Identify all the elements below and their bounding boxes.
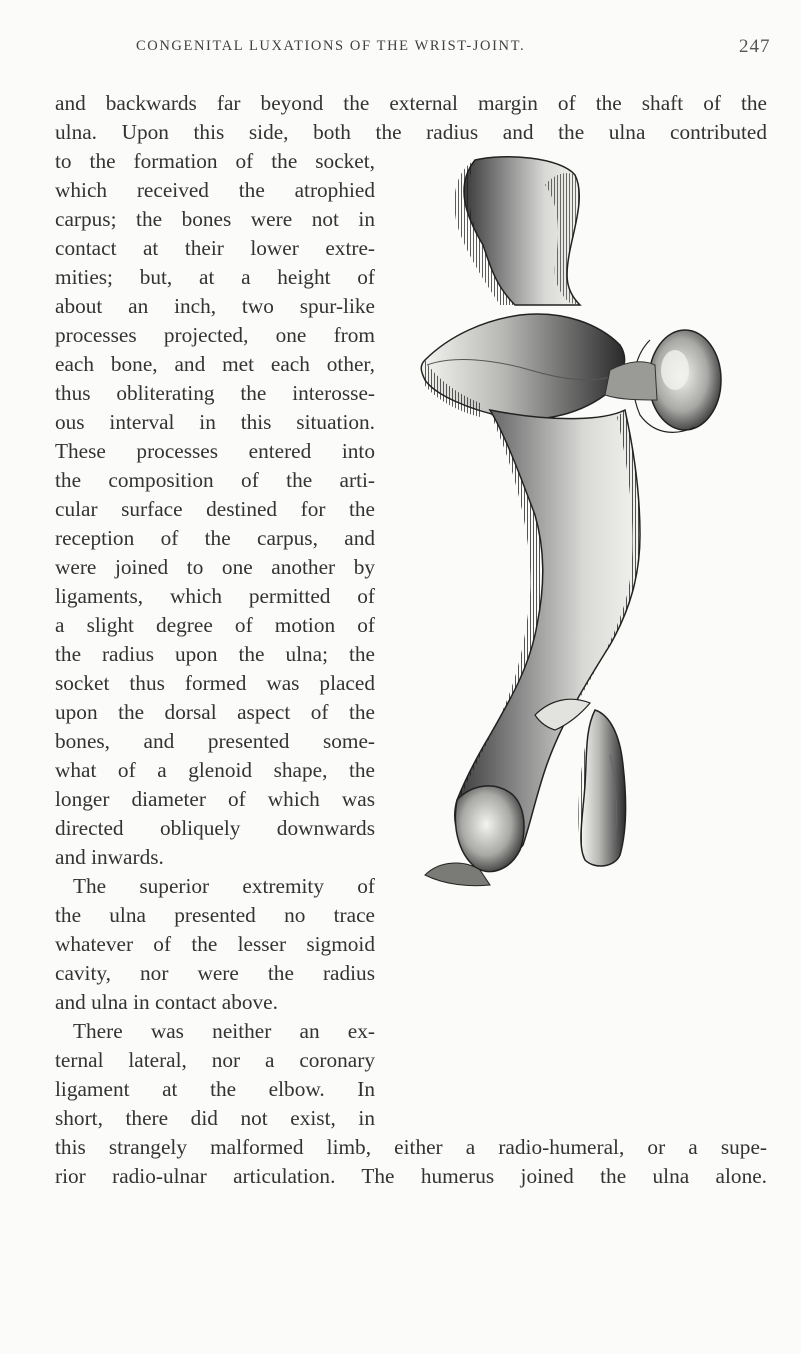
text-line: the ulna presented no trace: [55, 903, 375, 927]
text-line: and inwards.: [55, 845, 164, 869]
text-line: longer diameter of which was: [55, 787, 375, 811]
text-line: bones, and presented some-: [55, 729, 375, 753]
text-line: directed obliquely downwards: [55, 816, 375, 840]
page-header: [0, 36, 801, 66]
bone-engraving: [395, 155, 725, 900]
text-line: rior radio-ulnar articulation. The humerus joined the ulna alone.: [55, 1164, 767, 1188]
text-line: reception of the carpus, and: [55, 526, 375, 550]
text-line: about an inch, two spur-like: [55, 294, 375, 318]
humerus-distal: [454, 157, 580, 305]
text-line: ligament at the elbow. In: [55, 1077, 375, 1101]
text-line: and backwards far beyond the external margin of the shaft of the: [55, 91, 767, 115]
text-line: There was neither an ex-: [73, 1019, 375, 1043]
text-line: ulna. Upon this side, both the radius and the ulna contributed: [55, 120, 767, 144]
elbow-joint: [421, 314, 721, 432]
text-line: a slight degree of motion of: [55, 613, 375, 637]
text-line: processes projected, one from: [55, 323, 375, 347]
text-line: upon the dorsal aspect of the: [55, 700, 375, 724]
text-line: to the formation of the socket,: [55, 149, 375, 173]
text-line: this strangely malformed limb, either a radio-humeral, or a supe-: [55, 1135, 767, 1159]
bone-illustration: [395, 155, 725, 900]
text-line: contact at their lower extre-: [55, 236, 375, 260]
text-line: were joined to one another by: [55, 555, 375, 579]
text-line: whatever of the lesser sigmoid: [55, 932, 375, 956]
text-line: carpus; the bones were not in: [55, 207, 375, 231]
text-line: what of a glenoid shape, the: [55, 758, 375, 782]
text-line: each bone, and met each other,: [55, 352, 375, 376]
text-line: The superior extremity of: [73, 874, 375, 898]
text-line: ternal lateral, nor a coronary: [55, 1048, 375, 1072]
text-line: the composition of the arti-: [55, 468, 375, 492]
text-line: ous interval in this situation.: [55, 410, 375, 434]
text-line: short, there did not exist, in: [55, 1106, 375, 1130]
page-number: 247: [739, 36, 771, 57]
text-line: socket thus formed was placed: [55, 671, 375, 695]
text-line: thus obliterating the interosse-: [55, 381, 375, 405]
running-title: CONGENITAL LUXATIONS OF THE WRIST-JOINT.: [136, 38, 526, 54]
text-line: and ulna in contact above.: [55, 990, 278, 1014]
text-line: mities; but, at a height of: [55, 265, 375, 289]
text-line: These processes entered into: [55, 439, 375, 463]
radius-lower: [578, 710, 625, 866]
text-line: ligaments, which permitted of: [55, 584, 375, 608]
text-line: the radius upon the ulna; the: [55, 642, 375, 666]
text-line: cular surface destined for the: [55, 497, 375, 521]
text-line: cavity, nor were the radius: [55, 961, 375, 985]
text-line: which received the atrophied: [55, 178, 375, 202]
